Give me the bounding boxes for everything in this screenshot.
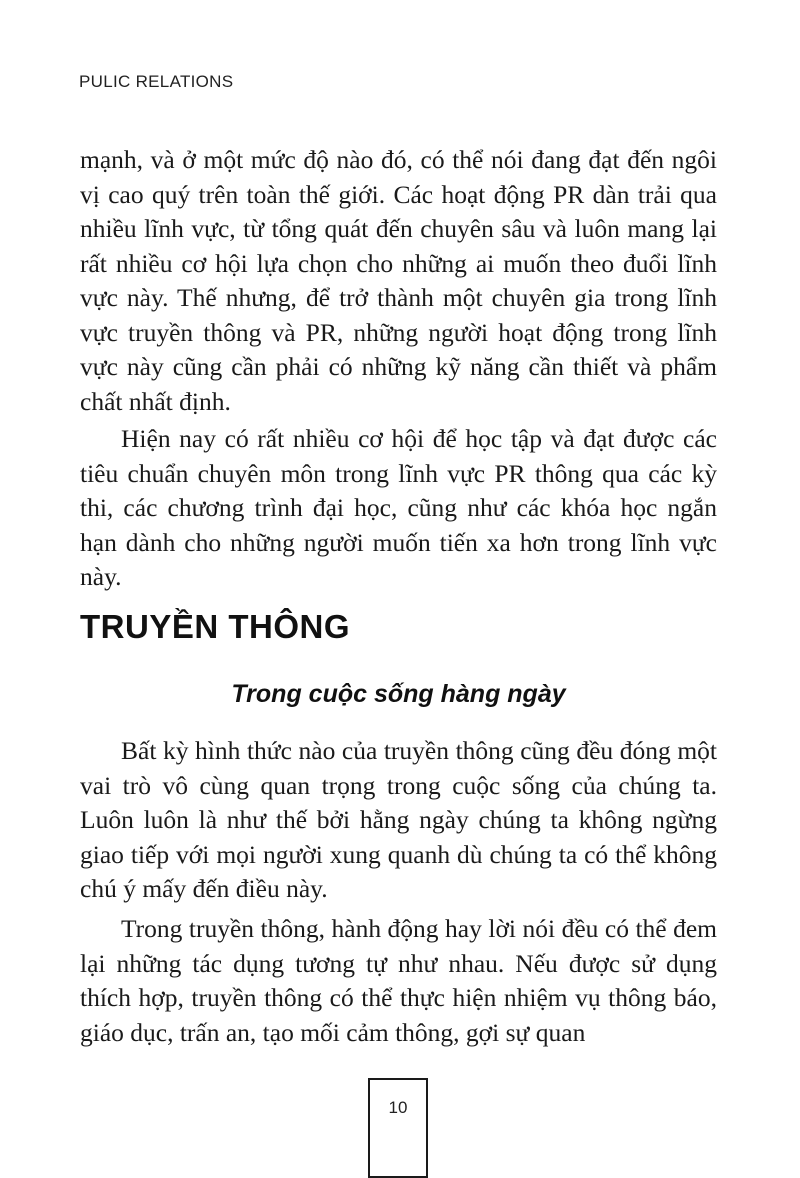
section-heading: TRUYỀN THÔNG bbox=[80, 608, 350, 645]
paragraph-role: Bất kỳ hình thức nào của truyền thông cũng đều đóng một vai trò vô cùng quan trọng trong cuộc sống của chúng ta. Luôn luôn là như thế bởi hằng ngày chúng ta không ngừng giao tiếp với mọi người xung quanh dù chúng ta có thể không chú ý mấy đến điều này. bbox=[80, 736, 717, 903]
page-number: 10 bbox=[388, 1098, 408, 1117]
paragraph-opportunities: Hiện nay có rất nhiều cơ hội để học tập và đạt được các tiêu chuẩn chuyên môn trong lĩnh vực PR thông qua các kỳ thi, các chương trình đại học, cũng như các khóa học ngắn hạn dành cho những người muốn tiến xa hơn trong lĩnh vực này. bbox=[80, 424, 717, 591]
page-number-box bbox=[368, 1078, 428, 1178]
paragraph-actions: Trong truyền thông, hành động hay lời nói đều có thể đem lại những tác dụng tương tự như nhau. Nếu được sử dụng thích hợp, truyền thông có thể thực hiện nhiệm vụ thông báo, giáo dục, trấn an, tạo mối cảm thông, gợi sự quan bbox=[80, 914, 717, 1047]
section-subheading: Trong cuộc sống hàng ngày bbox=[231, 680, 566, 708]
paragraph-continuation: mạnh, và ở một mức độ nào đó, có thể nói đang đạt đến ngôi vị cao quý trên toàn thế giới. Các hoạt động PR dàn trải qua nhiều lĩnh vực, từ tổng quát đến chuyên sâu và luôn mang lại rất nhiều cơ hội lựa chọn cho những ai muốn theo đuổi lĩnh vực này. Thế nhưng, để trở thành một chuyên gia trong lĩnh vực truyền thông và PR, những người hoạt động trong lĩnh vực này cũng cần phải có những kỹ năng cần thiết và phẩm chất nhất định. bbox=[80, 145, 717, 416]
running-header: PULIC RELATIONS bbox=[79, 72, 234, 91]
